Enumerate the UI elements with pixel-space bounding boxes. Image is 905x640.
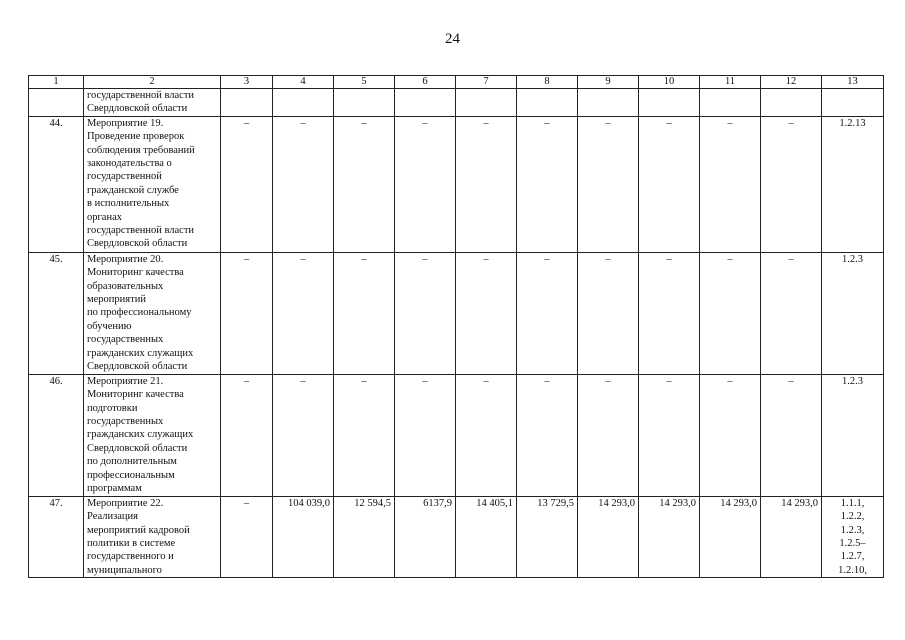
value-cell: – — [761, 116, 822, 252]
table-row — [29, 496, 884, 577]
measure-name-cell: государственной власти Свердловской области — [84, 89, 221, 117]
column-header: 4 — [273, 76, 334, 89]
value-cell — [221, 89, 273, 117]
value-cell: – — [456, 374, 517, 496]
value-cell — [578, 89, 639, 117]
column-header: 1 — [29, 76, 84, 89]
table-row — [29, 116, 884, 252]
value-cell: 14 293,0 — [761, 496, 822, 577]
measure-name-cell: Мероприятие 21. Мониторинг качества подготовки государственных гражданских служащих Свердловской области по дополнительным профессиональным программам — [84, 374, 221, 496]
value-cell: – — [517, 252, 578, 374]
value-cell: – — [456, 252, 517, 374]
value-cell: – — [395, 116, 456, 252]
value-cell — [639, 89, 700, 117]
column-numbers-row — [29, 76, 884, 89]
value-cell: 6137,9 — [395, 496, 456, 577]
measure-name-cell: Мероприятие 22. Реализация мероприятий кадровой политики в системе государственного и муниципального — [84, 496, 221, 577]
value-cell: – — [273, 252, 334, 374]
value-cell — [761, 89, 822, 117]
value-cell: – — [273, 374, 334, 496]
value-cell: – — [334, 252, 395, 374]
value-cell: 12 594,5 — [334, 496, 395, 577]
measure-name-cell: Мероприятие 20. Мониторинг качества образовательных мероприятий по профессиональному обучению государственных гражданских служащих Свердловской области — [84, 252, 221, 374]
column-header: 2 — [84, 76, 221, 89]
value-cell: – — [273, 116, 334, 252]
row-number-cell: 45. — [29, 252, 84, 374]
column-header: 11 — [700, 76, 761, 89]
value-cell — [456, 89, 517, 117]
value-cell: – — [221, 116, 273, 252]
column-header: 13 — [822, 76, 884, 89]
target-code-cell: 1.2.3 — [822, 374, 884, 496]
target-code-cell: 1.2.3 — [822, 252, 884, 374]
value-cell: 13 729,5 — [517, 496, 578, 577]
row-number-cell: 44. — [29, 116, 84, 252]
value-cell — [700, 89, 761, 117]
value-cell: 104 039,0 — [273, 496, 334, 577]
value-cell: 14 293,0 — [578, 496, 639, 577]
value-cell: – — [700, 252, 761, 374]
value-cell: – — [517, 374, 578, 496]
target-code-cell: 1.1.1, 1.2.2, 1.2.3, 1.2.5– 1.2.7, 1.2.10, — [822, 496, 884, 577]
value-cell: – — [517, 116, 578, 252]
row-number-cell: 46. — [29, 374, 84, 496]
value-cell: – — [395, 252, 456, 374]
page-number: 24 — [445, 31, 460, 47]
value-cell: – — [221, 252, 273, 374]
value-cell: – — [221, 374, 273, 496]
value-cell: – — [761, 252, 822, 374]
value-cell — [517, 89, 578, 117]
program-measures-table — [28, 75, 884, 578]
column-header: 3 — [221, 76, 273, 89]
value-cell: 14 293,0 — [639, 496, 700, 577]
column-header: 12 — [761, 76, 822, 89]
value-cell: – — [639, 116, 700, 252]
value-cell: 14 405,1 — [456, 496, 517, 577]
value-cell — [334, 89, 395, 117]
value-cell — [395, 89, 456, 117]
value-cell: 14 293,0 — [700, 496, 761, 577]
column-header: 9 — [578, 76, 639, 89]
column-header: 8 — [517, 76, 578, 89]
table-row — [29, 252, 884, 374]
value-cell: – — [221, 496, 273, 577]
value-cell: – — [395, 374, 456, 496]
value-cell: – — [578, 116, 639, 252]
target-code-cell: 1.2.13 — [822, 116, 884, 252]
value-cell: – — [639, 374, 700, 496]
value-cell: – — [334, 116, 395, 252]
value-cell: – — [578, 252, 639, 374]
value-cell — [273, 89, 334, 117]
row-number-cell: 47. — [29, 496, 84, 577]
value-cell: – — [639, 252, 700, 374]
value-cell: – — [456, 116, 517, 252]
value-cell: – — [578, 374, 639, 496]
value-cell: – — [761, 374, 822, 496]
measure-name-cell: Мероприятие 19. Проведение проверок соблюдения требований законодательства о государственной гражданской службе в исполнительных органах государственной власти Свердловской области — [84, 116, 221, 252]
row-number-cell — [29, 89, 84, 117]
value-cell: – — [334, 374, 395, 496]
target-code-cell — [822, 89, 884, 117]
table-row — [29, 374, 884, 496]
column-header: 10 — [639, 76, 700, 89]
column-header: 7 — [456, 76, 517, 89]
value-cell: – — [700, 374, 761, 496]
column-header: 6 — [395, 76, 456, 89]
value-cell: – — [700, 116, 761, 252]
table-row — [29, 89, 884, 117]
column-header: 5 — [334, 76, 395, 89]
